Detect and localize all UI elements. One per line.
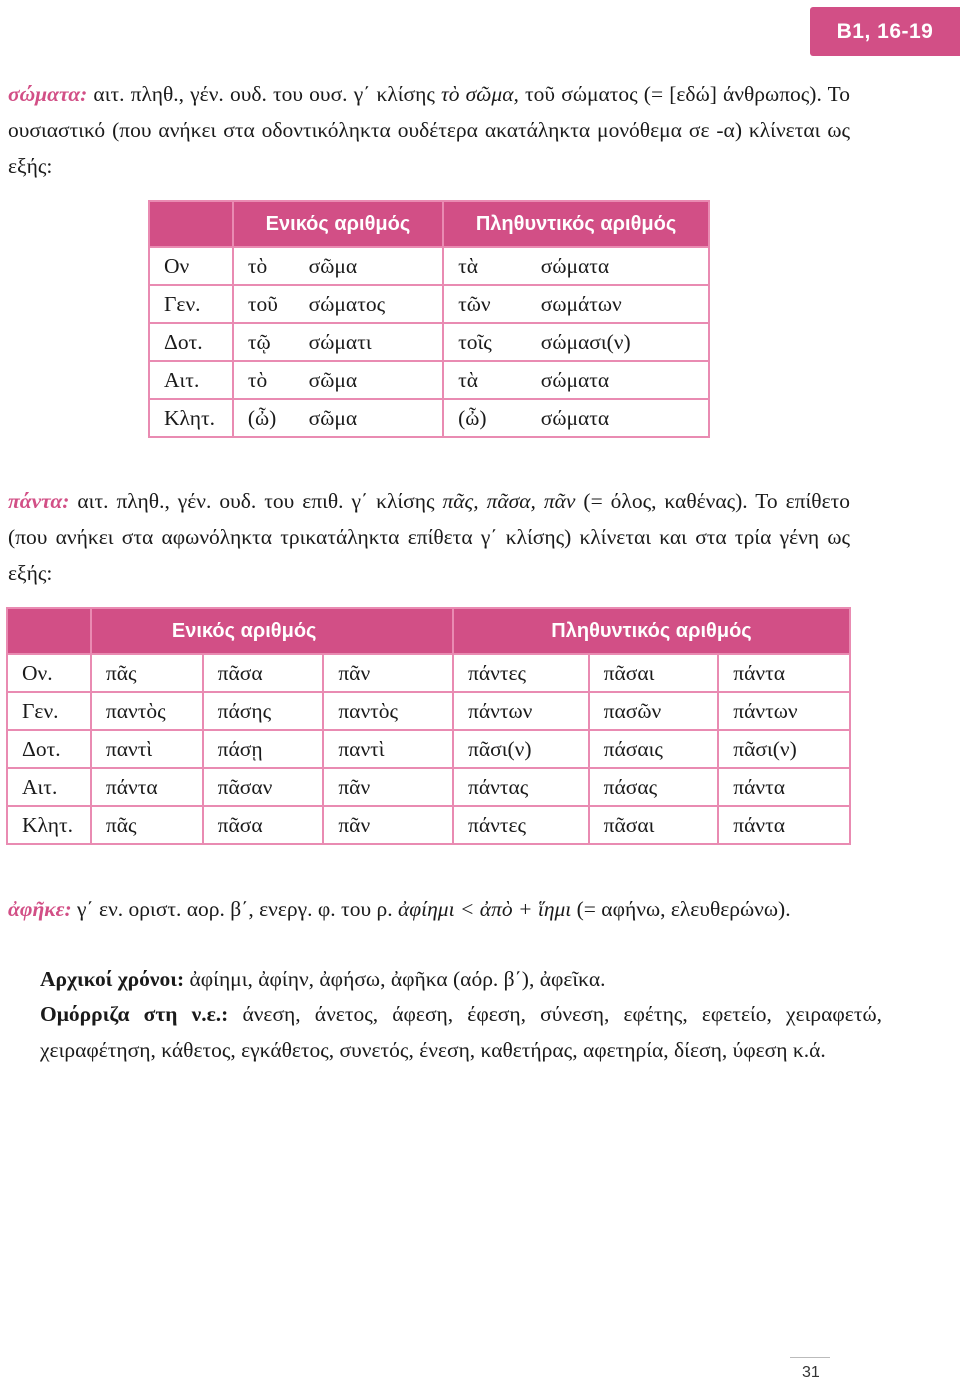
declension-table-soma [148, 200, 710, 438]
noun-singular: σώματος [295, 285, 443, 323]
cell-fem-sg: πᾶσα [203, 654, 324, 692]
page-number-rule [790, 1357, 830, 1358]
noun-singular: σῶμα [295, 247, 443, 285]
text: γ΄ εν. οριστ. αορ. β΄, ενεργ. φ. του ρ. [71, 897, 398, 921]
cell-neut-sg: πᾶν [323, 806, 453, 844]
italic-term: τὸ σῶμα, [441, 82, 519, 106]
article-singular: τοῦ [233, 285, 295, 323]
table-header-row [7, 608, 850, 654]
article-plural: τῶν [443, 285, 527, 323]
paragraph-panta [8, 483, 850, 591]
text: αιτ. πληθ., γέν. ουδ. του επιθ. γ΄ κλίσης [69, 489, 443, 513]
cell-masc-pl: πάντες [453, 806, 589, 844]
italic-term: ἀφίημι < ἀπὸ + ἵημι [397, 897, 572, 921]
table-row [7, 730, 850, 768]
cell-neut-pl: πάντα [718, 654, 850, 692]
case-label: Δοτ. [149, 323, 233, 361]
cell-neut-sg: πᾶν [323, 654, 453, 692]
cell-masc-sg: παντὶ [91, 730, 203, 768]
table-row [149, 399, 709, 437]
text: (= όλος, καθένας). Το επίθετο (που ανήκει στα αφωνόληκτα τρικατάληκτα επίθετα γ΄ κλίσης) κλίνεται και στα τρία γένη ως εξής: [8, 489, 850, 585]
section-tag: Β1, 16-19 [810, 7, 960, 56]
cell-masc-sg: πᾶς [91, 806, 203, 844]
noun-plural: σώμασι(ν) [527, 323, 709, 361]
case-label: Κλητ. [7, 806, 91, 844]
cell-fem-sg: πᾶσα [203, 806, 324, 844]
principal-parts-label: Αρχικοί χρόνοι: [40, 967, 185, 991]
cell-fem-pl: πᾶσαι [589, 654, 719, 692]
cell-masc-pl: πᾶσι(ν) [453, 730, 589, 768]
case-label: Κλητ. [149, 399, 233, 437]
cell-masc-sg: παντὸς [91, 692, 203, 730]
table-row [7, 692, 850, 730]
text: (= αφήνω, ελευθερώνω). [571, 897, 791, 921]
noun-singular: σώματι [295, 323, 443, 361]
paragraph-principal-parts [40, 961, 850, 997]
article-plural: τοῖς [443, 323, 527, 361]
cell-masc-sg: πάντα [91, 768, 203, 806]
paragraph-cognates [8, 996, 882, 1068]
cell-fem-sg: πᾶσαν [203, 768, 324, 806]
cell-fem-pl: πάσας [589, 768, 719, 806]
noun-plural: σώματα [527, 361, 709, 399]
case-label: Ον [149, 247, 233, 285]
cell-neut-pl: πᾶσι(ν) [718, 730, 850, 768]
case-label: Γεν. [149, 285, 233, 323]
noun-singular: σῶμα [295, 361, 443, 399]
cell-fem-sg: πάσῃ [203, 730, 324, 768]
cell-masc-pl: πάντων [453, 692, 589, 730]
cell-neut-pl: πάντα [718, 806, 850, 844]
header-singular: Ενικός αριθμός [91, 608, 453, 654]
case-label: Αιτ. [149, 361, 233, 399]
cell-masc-sg: πᾶς [91, 654, 203, 692]
cell-neut-pl: πάντα [718, 768, 850, 806]
cell-fem-pl: πασῶν [589, 692, 719, 730]
header-blank [149, 201, 233, 247]
cell-neut-sg: παντὶ [323, 730, 453, 768]
noun-singular: σῶμα [295, 399, 443, 437]
cell-neut-sg: πᾶν [323, 768, 453, 806]
noun-plural: σώματα [527, 247, 709, 285]
header-plural: Πληθυντικός αριθμός [453, 608, 850, 654]
article-singular: (ὦ) [233, 399, 295, 437]
term-panta: πάντα: [8, 489, 70, 513]
cell-neut-pl: πάντων [718, 692, 850, 730]
table-row [7, 806, 850, 844]
italic-term: πᾶς, πᾶσα, πᾶν [442, 489, 576, 513]
table-header-row [149, 201, 709, 247]
table-row [7, 654, 850, 692]
noun-plural: σωμάτων [527, 285, 709, 323]
text: τοῦ σώματος (= [εδώ] άνθρωπος). Το ουσιαστικό (που ανήκει στα οδοντικόληκτα ουδέτερα ακατάληκτα μονόθεμα σε -α) κλίνεται ως εξής: [8, 82, 851, 178]
article-plural: τὰ [443, 361, 527, 399]
case-label: Γεν. [7, 692, 91, 730]
table-row [149, 247, 709, 285]
cell-fem-pl: πᾶσαι [589, 806, 719, 844]
header-singular: Ενικός αριθμός [233, 201, 443, 247]
table-row [149, 323, 709, 361]
cell-neut-sg: παντὸς [323, 692, 453, 730]
header-plural: Πληθυντικός αριθμός [443, 201, 709, 247]
cognates-label: Ομόρριζα στη ν.ε.: [40, 1002, 229, 1026]
paragraph-afike [8, 891, 882, 927]
term-somata: σώματα: [8, 82, 88, 106]
table-row [7, 768, 850, 806]
text: αιτ. πληθ., γέν. ουδ. του ουσ. γ΄ κλίσης [87, 82, 442, 106]
case-label: Ον. [7, 654, 91, 692]
text: ἀφίημι, ἀφίην, ἀφήσω, ἀφῆκα (αόρ. β΄), ἀφεῖκα. [184, 967, 606, 991]
declension-table-pas [6, 607, 851, 845]
paragraph-somata [8, 76, 850, 184]
article-singular: τὸ [233, 247, 295, 285]
article-plural: τὰ [443, 247, 527, 285]
table-row [149, 285, 709, 323]
cell-masc-pl: πάντας [453, 768, 589, 806]
table-row [149, 361, 709, 399]
article-plural: (ὦ) [443, 399, 527, 437]
term-afike: ἀφῆκε: [8, 897, 72, 921]
article-singular: τῷ [233, 323, 295, 361]
article-singular: τὸ [233, 361, 295, 399]
cell-fem-pl: πάσαις [589, 730, 719, 768]
case-label: Δοτ. [7, 730, 91, 768]
noun-plural: σώματα [527, 399, 709, 437]
header-blank [7, 608, 91, 654]
cell-fem-sg: πάσης [203, 692, 324, 730]
case-label: Αιτ. [7, 768, 91, 806]
text: άνεση, άνετος, άφεση, έφεση, σύνεση, εφέτης, εφετείο, χειραφετώ, χειραφέτηση, κάθετος, εγκάθετος, συνετός, ένεση, καθετήρας, αφετηρία, δίεση, ύφεση κ.ά. [40, 1002, 882, 1062]
cell-masc-pl: πάντες [453, 654, 589, 692]
page-number: 31 [802, 1364, 820, 1381]
